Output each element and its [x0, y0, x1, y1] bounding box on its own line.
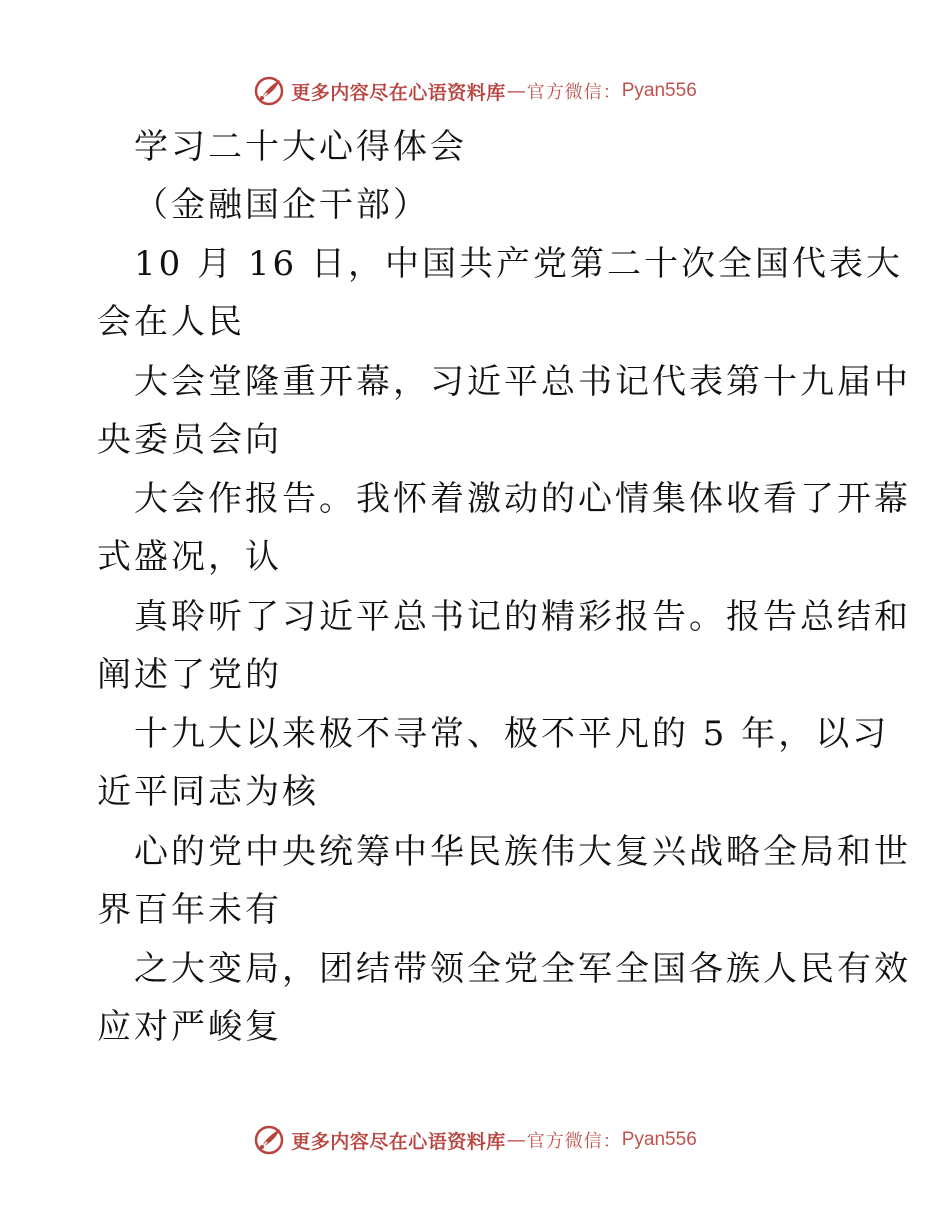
quill-logo-icon	[253, 1124, 285, 1156]
banner-wechat-id: Pyan556	[621, 1129, 697, 1150]
banner-promo-text: 更多内容尽在心语资料库	[291, 1130, 506, 1153]
paragraph-line: 式盛况，认	[97, 537, 282, 577]
banner-wechat-label: 官方微信：	[526, 82, 622, 103]
paragraph-line: 界百年未有	[97, 890, 282, 930]
banner-promo-text: 更多内容尽在心语资料库	[291, 81, 506, 104]
paragraph-line: 近平同志为核	[97, 772, 319, 812]
header-banner	[0, 71, 950, 111]
document-subtitle: （金融国企干部）	[134, 185, 430, 225]
banner-wechat-id: Pyan556	[621, 80, 697, 101]
quill-logo-icon	[253, 75, 285, 107]
paragraph-line: 阐述了党的	[97, 655, 282, 695]
paragraph-line: 应对严峻复	[97, 1007, 282, 1047]
paragraph-line: 大会堂隆重开幕，习近平总书记代表第十九届中	[134, 362, 911, 402]
banner-separator: —	[506, 80, 526, 102]
paragraph-line: 真聆听了习近平总书记的精彩报告。报告总结和	[134, 597, 911, 637]
paragraph-line: 央委员会向	[97, 420, 282, 460]
paragraph-line: 十九大以来极不寻常、极不平凡的 5 年，以习	[134, 714, 890, 754]
paragraph-line: 心的党中央统筹中华民族伟大复兴战略全局和世	[134, 832, 911, 872]
footer-banner	[0, 1120, 950, 1160]
banner-separator: —	[506, 1129, 526, 1151]
paragraph-line: 会在人民	[97, 302, 245, 342]
paragraph-line: 之大变局，团结带领全党全军全国各族人民有效	[134, 949, 911, 989]
banner-wechat-label: 官方微信：	[526, 1131, 622, 1152]
document-title: 学习二十大心得体会	[134, 127, 467, 167]
paragraph-line: 10 月 16 日，中国共产党第二十次全国代表大	[134, 244, 903, 284]
paragraph-line: 大会作报告。我怀着激动的心情集体收看了开幕	[134, 479, 911, 519]
